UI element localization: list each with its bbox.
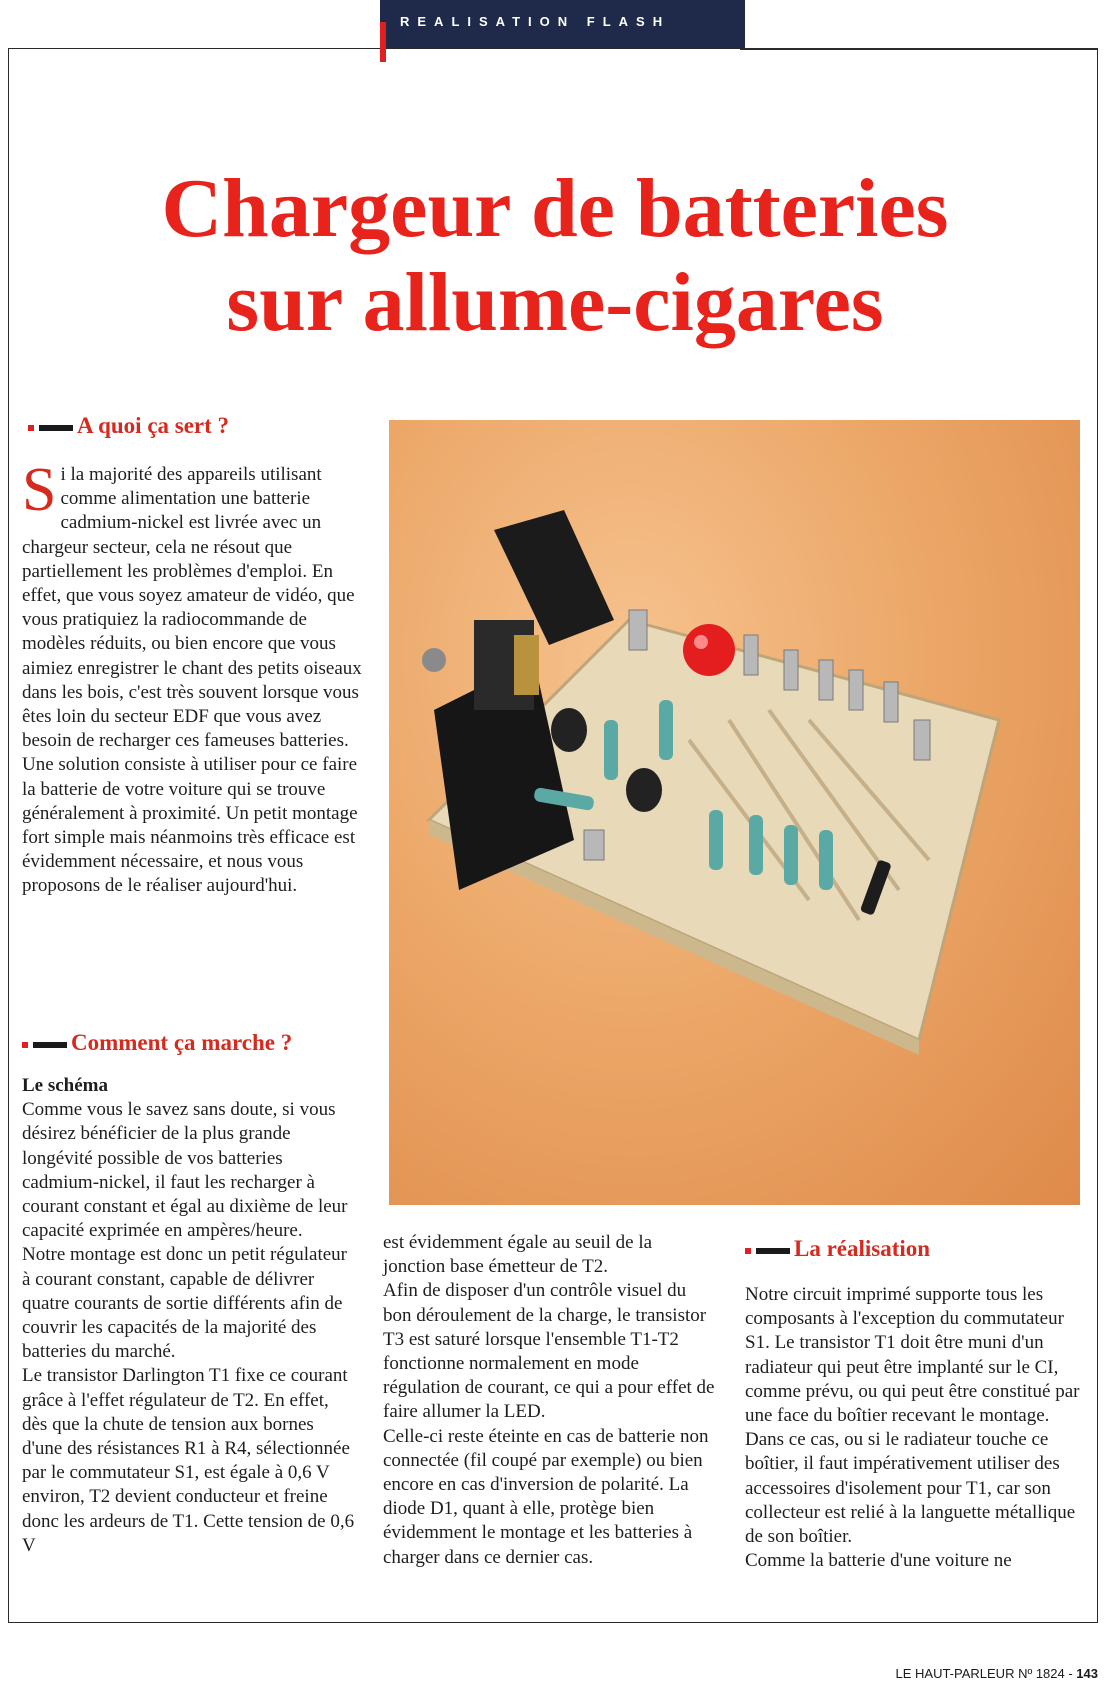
article-title <box>40 162 1070 350</box>
subhead-schema: Le schéma <box>22 1075 109 1096</box>
schema-paragraph-3: Le transistor Darlington T1 fixe ce courant grâce à l'effet régulateur de T2. En effet, dès que la chute de tension aux bornes d'une des résistances R1 à R4, sélectionnée par le commutateur S1, est égale à 0,6 V environ, T2 devient conducteur et freine donc les ardeurs de T1. Cette tension de 0,6 V <box>22 1365 355 1556</box>
col3-paragraph-1: Notre circuit imprimé supporte tous les composants à l'exception du commutateur S1. Le transistor T1 doit être muni d'un radiateur qui peut être implanté sur le CI, comme prévu, ou qui peut être constitué par une face du boîtier recevant le montage. Dans ce cas, ou si le radiateur touche ce boîtier, il faut impérativement utiliser des accessoires d'isolement pour T1, car son collecteur est relié à la languette métallique de son boîtier. <box>745 1284 1080 1548</box>
led-icon <box>683 624 735 676</box>
schema-paragraph-1: Comme vous le savez sans doute, si vous désirez bénéficier de la plus grande longévité possible de vos batteries cadmium-nickel, il faut les recharger à courant constant et égal au dixième de leur capacité exprimée en ampères/heure. <box>22 1099 348 1242</box>
column-1-top <box>22 456 366 899</box>
page-footer <box>896 1666 1099 1681</box>
section-label: A quoi ça sert ? <box>77 413 230 438</box>
col2-paragraph-1: est évidemment égale au seuil de la jonction base émetteur de T2. <box>383 1232 653 1278</box>
section-bullet-icon <box>745 1248 751 1254</box>
transistor-tab <box>514 635 539 695</box>
column-2 <box>383 1231 718 1570</box>
section-heading-comment <box>22 1030 292 1056</box>
magazine-name: LE HAUT-PARLEUR Nº 1824 - <box>895 1666 1077 1681</box>
col3-paragraph-2: Comme la batterie d'une voiture ne <box>745 1550 1012 1572</box>
column-3 <box>745 1283 1081 1573</box>
rubric-label: REALISATION FLASH <box>400 14 671 29</box>
drop-cap: S <box>22 456 57 524</box>
schema-paragraph-2: Notre montage est donc un petit régulateur à courant constant, capable de délivrer quatre courants de sortie différents afin de couvrir les capacités de la majorité des batteries du marché. <box>22 1244 348 1363</box>
title-line-1: Chargeur de batteries <box>161 162 949 255</box>
pcb-illustration <box>389 420 1080 1205</box>
rubric-accent <box>380 22 386 62</box>
transistor-icon-2 <box>626 768 662 812</box>
transistor-icon <box>551 708 587 752</box>
section-bar-icon <box>39 425 73 431</box>
paragraph-2: Une solution consiste à utiliser pour ce faire la batterie de votre voiture qui se trouve généralement à proximité. Un petit montage fort simple mais néanmoins très efficace est évidemment nécessaire, et nous vous proposons de le réaliser aujourd'hui. <box>22 754 358 897</box>
top-rule <box>740 48 1098 50</box>
column-1-bottom <box>22 1074 358 1558</box>
section-label: Comment ça marche ? <box>71 1030 293 1055</box>
col2-paragraph-2: Afin de disposer d'un contrôle visuel du bon déroulement de la charge, le transistor T3 est saturé lorsque l'ensemble T1-T2 fonctionne normalement en mode régulation de courant, ce qui a pour effet de faire allumer la LED. <box>383 1280 715 1423</box>
section-bar-icon <box>33 1042 67 1048</box>
section-heading-realisation <box>745 1236 930 1262</box>
page-number: 143 <box>1076 1666 1098 1681</box>
intro-text: i la majorité des appareils utilisant comme alimentation une batterie cadmium-nickel est livrée avec un chargeur secteur, cela ne résout que partiellement les problèmes d'emploi. En effet, que vous soyez amateur de vidéo, que vous pratiquiez la radiocommande de modèles réduits, ou bien encore que vous aimiez enregistrer le chant des petits oiseaux dans les bois, c'est très souvent lorsque vous êtes loin du secteur EDF que vous avez besoin de recharger ces fameuses batteries. <box>22 464 362 752</box>
rubric-tab <box>380 0 745 48</box>
section-bullet-icon <box>22 1042 28 1048</box>
section-bullet-icon <box>28 425 34 431</box>
section-heading-a-quoi <box>28 413 229 439</box>
led-highlight <box>694 635 708 649</box>
circuit-board-photo <box>389 420 1080 1205</box>
col2-paragraph-3: Celle-ci reste éteinte en cas de batterie non connectée (fil coupé par exemple) ou bien encore en cas d'inversion de polarité. La diode D1, quant à elle, protège bien évidemment le montage et les batteries à charger dans ce dernier cas. <box>383 1425 709 1568</box>
section-bar-icon <box>756 1248 790 1254</box>
section-label: La réalisation <box>794 1236 931 1261</box>
screw-icon <box>422 648 446 672</box>
intro-paragraph <box>22 456 366 753</box>
title-line-2: sur allume-cigares <box>226 256 884 349</box>
